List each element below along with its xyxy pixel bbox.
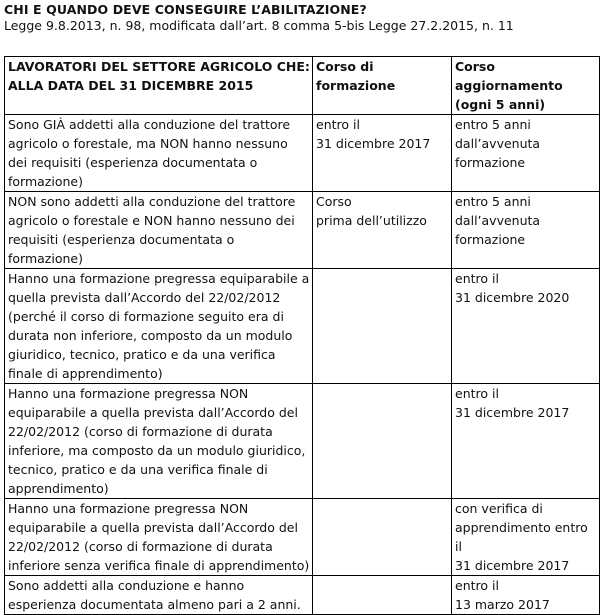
table-row — [5, 115, 600, 192]
training-cell: Corso prima dell’utilizzo — [313, 192, 452, 269]
update-cell: con verifica di apprendimento entro il 31 dicembre 2017 — [452, 499, 600, 576]
worker-cell: Sono addetti alla conduzione e hanno esperienza documentata almeno pari a 2 anni. — [5, 576, 313, 615]
worker-cell: Hanno una formazione pregressa equiparabile a quella prevista dall’Accordo del 22/02/2012 (perché il corso di formazione seguito era di durata non inferiore, composto da un modulo giuridico, tecnico, pratico e da una verifica finale di apprendimento) — [5, 269, 313, 384]
worker-cell: Sono GIÀ addetti alla conduzione del trattore agricolo o forestale, ma NON hanno nessuno dei requisiti (esperienza documentata o formazione) — [5, 115, 313, 192]
training-cell — [313, 269, 452, 384]
training-cell — [313, 499, 452, 576]
law-reference: Legge 9.8.2013, n. 98, modificata dall’art. 8 comma 5-bis Legge 27.2.2015, n. 11 — [4, 18, 514, 33]
worker-cell: NON sono addetti alla conduzione del trattore agricolo o forestale e NON hanno nessuno dei requisiti (esperienza documentata o formazione) — [5, 192, 313, 269]
worker-cell: Hanno una formazione pregressa NON equiparabile a quella prevista dall’Accordo del 22/02/2012 (corso di formazione di durata inferiore, ma composto da un modulo giuridico, tecnico, pratico e da una verifica finale di apprendimento) — [5, 384, 313, 499]
update-cell: entro 5 anni dall’avvenuta formazione — [452, 115, 600, 192]
table-row — [5, 384, 600, 499]
update-cell: entro il 31 dicembre 2017 — [452, 384, 600, 499]
worker-cell: Hanno una formazione pregressa NON equiparabile a quella prevista dall’Accordo del 22/02/2012 (corso di formazione di durata inferiore senza verifica finale di apprendimento) — [5, 499, 313, 576]
table-row — [5, 576, 600, 615]
header-update: Corso aggiornamento (ogni 5 anni) — [452, 57, 600, 115]
table-row — [5, 269, 600, 384]
table-row — [5, 192, 600, 269]
update-cell: entro il 13 marzo 2017 — [452, 576, 600, 615]
training-cell: entro il 31 dicembre 2017 — [313, 115, 452, 192]
header-training: Corso di formazione — [313, 57, 452, 115]
requirements-table — [4, 56, 600, 615]
update-cell: entro 5 anni dall’avvenuta formazione — [452, 192, 600, 269]
training-cell — [313, 384, 452, 499]
training-cell — [313, 576, 452, 615]
header-workers: LAVORATORI DEL SETTORE AGRICOLO CHE: ALLA DATA DEL 31 DICEMBRE 2015 — [5, 57, 313, 115]
table-row — [5, 499, 600, 576]
page-title: CHI E QUANDO DEVE CONSEGUIRE L’ABILITAZIONE? — [4, 2, 367, 17]
table-header-row — [5, 57, 600, 115]
update-cell: entro il 31 dicembre 2020 — [452, 269, 600, 384]
